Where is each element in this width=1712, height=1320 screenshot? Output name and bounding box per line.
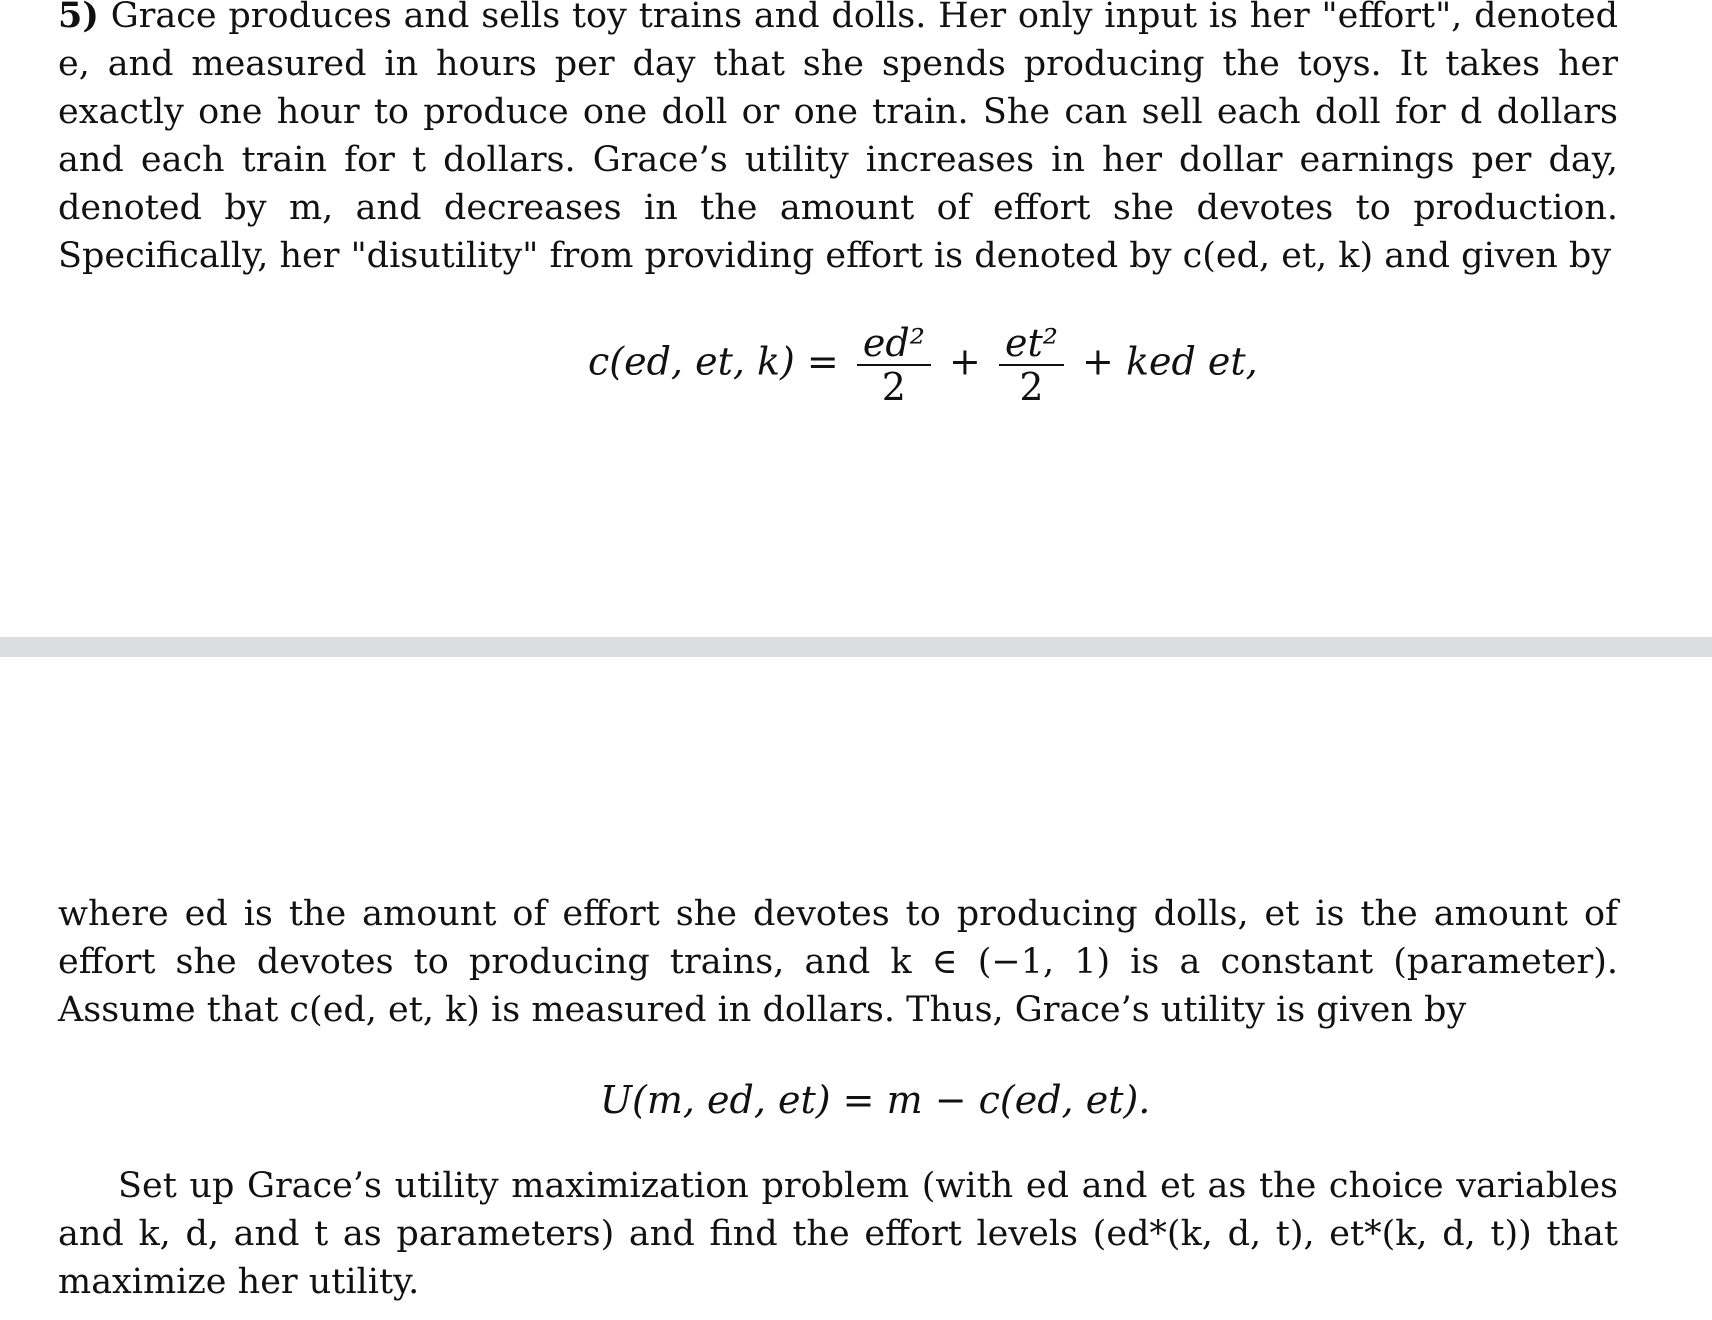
question-paragraph <box>58 1162 1618 1306</box>
fraction-et-numerator: et² <box>999 322 1064 366</box>
middle-text: where ed is the amount of effort she devotes to producing dolls, et is the amount of effort she devotes to producing trains, and k ∈ (−1, 1) is a constant (parameter). Assume that c(ed, et, k) is measured in dollars. Thus, Grace’s utility is given by <box>58 894 1618 1030</box>
problem-number: 5) <box>58 0 99 36</box>
fraction-ed-denominator: 2 <box>881 365 906 409</box>
utility-equation: U(m, ed, et) = m − c(ed, et). <box>600 1078 1151 1122</box>
intro-text: Grace produces and sells toy trains and dolls. Her only input is her "effort", denoted e, and measured in hours per day that she spends producing the toys. It takes her exactly one hour to produce one doll or one train. She can sell each doll for d dollars and each train for t dollars. Grace’s utility increases in her dollar earnings per day, denoted by m, and decreases in the amount of effort she devotes to production. Specifically, her "disutility" from providing effort is denoted by c(ed, et, k) and given by <box>58 0 1618 276</box>
cost-equation-lhs: c(ed, et, k) = <box>588 339 839 384</box>
cost-equation <box>588 322 1258 408</box>
fraction-et-denominator: 2 <box>1019 365 1044 409</box>
problem-intro <box>58 0 1618 280</box>
cost-equation-tail: + ked et, <box>1082 339 1258 384</box>
plus-sign: + <box>949 339 981 384</box>
fraction-et <box>999 322 1064 408</box>
page-divider <box>0 637 1712 657</box>
fraction-ed-numerator: ed² <box>857 322 931 366</box>
fraction-ed <box>857 322 931 408</box>
middle-paragraph <box>58 890 1618 1034</box>
question-text: Set up Grace’s utility maximization problem (with ed and et as the choice variables and k, d, and t as parameters) and find the effort levels (ed*(k, d, t), et*(k, d, t)) that maximize her utility. <box>58 1166 1618 1302</box>
